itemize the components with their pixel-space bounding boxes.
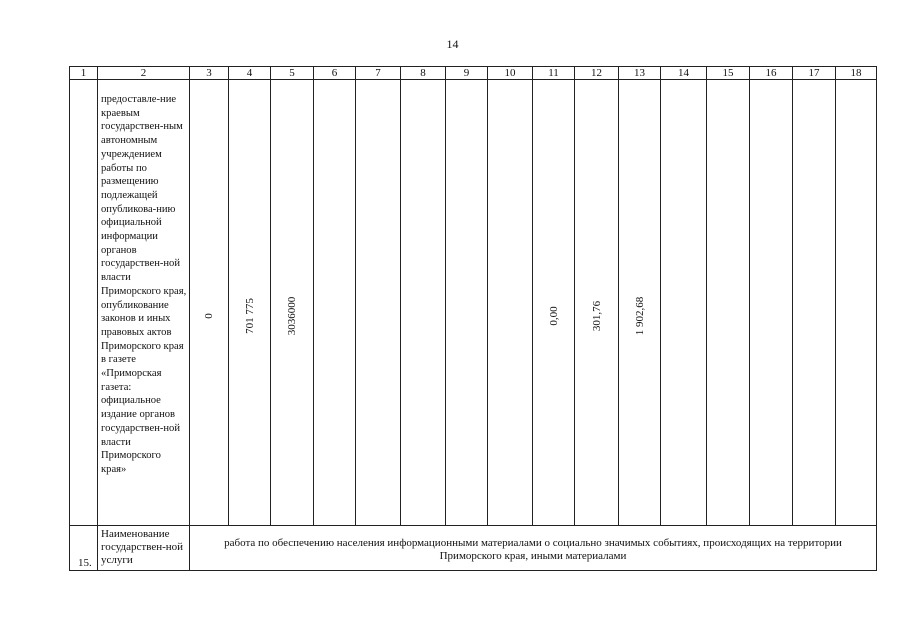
row-number: 15. (70, 526, 98, 571)
table-cell (707, 80, 750, 526)
table-cell (446, 80, 488, 526)
table-cell (661, 80, 707, 526)
table-cell (575, 80, 619, 526)
cell-value-col11: 0,00 (547, 306, 560, 326)
header-cell: 10 (488, 67, 533, 80)
header-cell: 6 (314, 67, 356, 80)
table-cell (314, 80, 356, 526)
cell-value-col12: 301,76 (590, 300, 603, 332)
service-name-text: работа по обеспечению населения информационными материалами о социально значимых событиях, происходящих на территории Приморского края, иными материалами (190, 526, 877, 571)
row-description: предоставле-ние краевым государствен-ным автономным учреждением работы по размещению подлежащей опубликова-нию официальной информации органов государствен-ной власти Приморского края, опубликование законов и иных правовых актов Приморского края в газете «Приморская газета: официальное издание органов государствен-ной власти Приморского края» (101, 94, 187, 475)
header-cell: 9 (446, 67, 488, 80)
header-cell: 1 (70, 67, 98, 80)
header-cell: 15 (707, 67, 750, 80)
table-cell (271, 80, 314, 526)
header-cell: 5 (271, 67, 314, 80)
header-cell: 4 (229, 67, 271, 80)
table-row (70, 80, 877, 526)
header-cell: 3 (190, 67, 229, 80)
table-cell (793, 80, 836, 526)
table-cell (750, 80, 793, 526)
header-row (70, 67, 877, 80)
cell-value-col5: 3036000 (286, 296, 298, 336)
cell-value-col3: 0 (203, 313, 215, 319)
cell-value-col13: 1 902,68 (633, 296, 646, 336)
table-cell (98, 80, 190, 526)
header-cell: 13 (619, 67, 661, 80)
table-row (70, 526, 877, 571)
table-cell (229, 80, 271, 526)
header-cell: 12 (575, 67, 619, 80)
header-cell: 7 (356, 67, 401, 80)
data-table (69, 66, 877, 571)
table-cell (836, 80, 877, 526)
header-cell: 18 (836, 67, 877, 80)
header-cell: 16 (750, 67, 793, 80)
cell-value-col4: 701 775 (243, 298, 256, 334)
header-cell: 17 (793, 67, 836, 80)
table-cell (401, 80, 446, 526)
header-cell: 2 (98, 67, 190, 80)
header-cell: 14 (661, 67, 707, 80)
table-cell (488, 80, 533, 526)
table-cell (356, 80, 401, 526)
table-cell (533, 80, 575, 526)
header-cell: 11 (533, 67, 575, 80)
header-cell: 8 (401, 67, 446, 80)
table-cell (190, 80, 229, 526)
service-name-label: Наименование государствен-ной услуги (98, 526, 190, 571)
table-cell (619, 80, 661, 526)
page-number: 14 (446, 37, 459, 51)
table-cell (70, 80, 98, 526)
